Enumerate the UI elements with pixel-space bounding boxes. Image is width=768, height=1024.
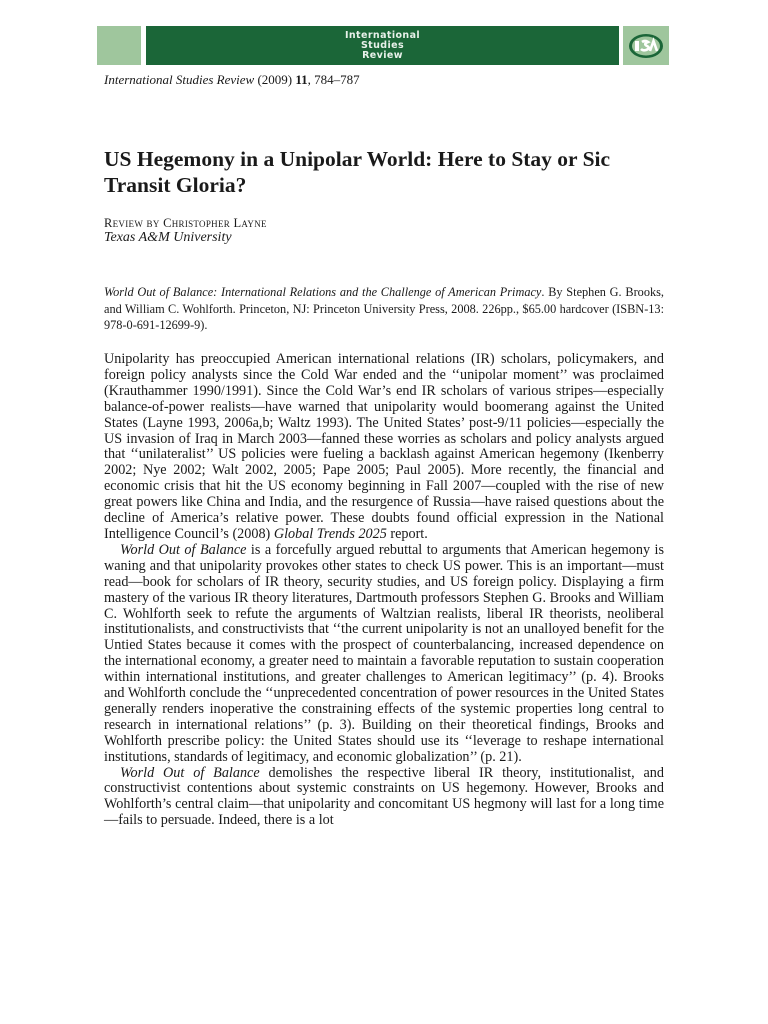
journal-volume: 11 [295, 72, 308, 87]
book-title: World Out of Balance: International Relations and the Challenge of American Primacy [104, 285, 542, 299]
journal-year: (2009) [257, 72, 293, 87]
article-title: US Hegemony in a Unipolar World: Here to Stay or Sic Transit Gloria? [104, 147, 611, 197]
journal-citation [104, 72, 664, 88]
paragraph-2-italic: World Out of Balance [120, 541, 247, 558]
paragraph-1-text: Unipolarity has preoccupied American international relations (IR) scholars, policymakers, and foreign policy analysts since the Cold War ended and the ‘‘unipolar moment’’ was proclaimed (Krauthammer 1990/1991). Since the Cold War’s end IR scholars of various stripes—especially balance-of-power realists—have warned that unipolarity would boomerang against the United States (Layne 1993, 2006a,b; Waltz 1993). The United States’ post-9/11 policies—especially the US invasion of Iraq in March 2003—fanned these worries as scholars and policy analysts argued that ‘‘unilateralist’’ US policies were fueling a backlash against American hegemony (Ikenberry 2002; Nye 2002; Walt 2002, 2005; Pape 2005; Paul 2005). More recently, the financial and economic crisis that hit the US economy beginning in Fall 2007—coupled with the rise of new great powers like China and India, and the resurgence of Russia—have raised questions about the decline of America’s relative power. These doubts found official expression in the National Intelligence Council’s (2008) [104, 351, 664, 542]
book-reference [104, 284, 664, 334]
paragraph-2-text: is a forcefully argued rebuttal to arguments that American hegemony is waning and that unipolarity provokes other states to check US power. This is an important—must read—book for scholars of IR theory, security studies, and US foreign policy. Displaying a firm mastery of the various IR theory literatures, Dartmouth professors Stephen G. Brooks and William C. Wohlforth seek to refute the arguments of Waltzian realists, liberal IR theorists, neoliberal institutionalists, and constructivists that ‘‘the current unipolarity is not an unalloyed benefit for the Untied States because it comes with the prospect of counterbalancing, increased dependence on the international economy, a greater need to maintain a favorable reputation to sustain cooperation within international institutions, and greater challenges to American legitimacy’’ (p. 4). Brooks and Wohlforth conclude the ‘‘unprecedented concentration of power resources in the United States generally renders inoperative the constraining effects of the systemic properties long central to research in international relations’’ (p. 3). Building on their theoretical findings, Brooks and Wohlforth prescribe policy: the United States should use its ‘‘leverage to reshape international institutions, standards of legitimacy, and economic globalization’’ (p. 21). [104, 541, 665, 765]
paragraph-1 [104, 352, 664, 543]
paragraph-3-text: demolishes the respective liberal IR theory, institutionalist, and constructivist contentions about systemic constraints on US hegemony. However, Brooks and Wohlforth’s central claim—that unipolarity and concomitant US hegmony will last for a long time—fails to persuade. Indeed, there is a lot [104, 764, 664, 829]
paragraph-1-italic: Global Trends 2025 [273, 525, 387, 542]
journal-banner [146, 26, 619, 65]
affiliation: Texas A&M University [104, 230, 232, 245]
book-details: . By Stephen G. Brooks, and William C. Wohlforth. Princeton, NJ: Princeton University Press, 2008. 226pp., $65.00 hardcover (ISBN-13: 978-0-691-12699-9). [104, 285, 664, 332]
byline [104, 216, 267, 231]
banner-line-2: Studies [360, 39, 405, 51]
journal-pages: , 784–787 [307, 72, 360, 87]
banner-left-block [97, 26, 141, 65]
reviewer-name: Review by Christopher Layne [104, 216, 267, 230]
paragraph-1-end: report. [386, 525, 428, 542]
paragraph-3-italic: World Out of Balance [120, 764, 260, 781]
isa-logo-icon [627, 32, 665, 60]
banner-line-3: Review [362, 49, 403, 61]
article-body [104, 352, 664, 829]
banner-line-1: International [344, 29, 421, 41]
journal-name: International Studies Review [104, 72, 255, 87]
isa-logo [623, 26, 669, 65]
paragraph-3 [104, 766, 664, 830]
paragraph-2 [104, 543, 664, 766]
